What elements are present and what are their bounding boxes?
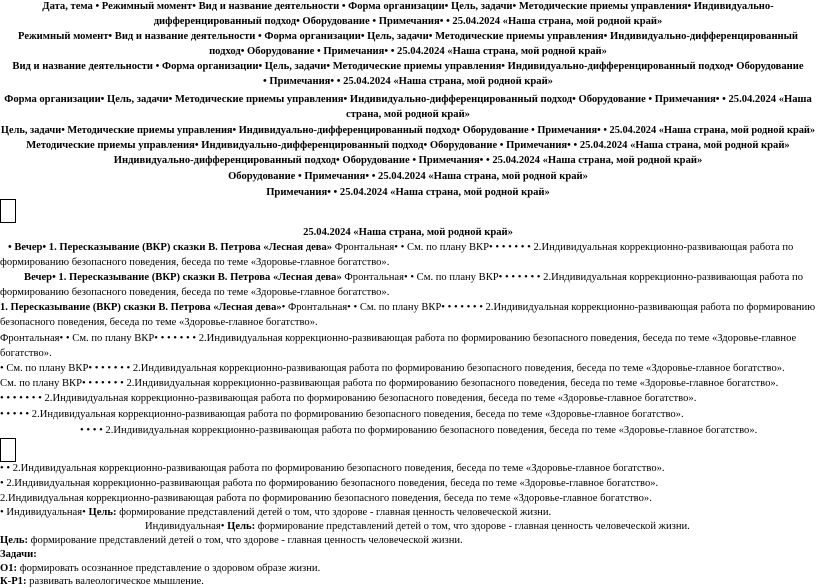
task-o1-label: О1:: [0, 563, 18, 574]
header-line-6: • Примечания• • 25.04.2024 «Наша страна, мой родной край»: [263, 76, 553, 87]
empty-table-cell: [0, 199, 16, 223]
header-line-13: Примечания• • 25.04.2024 «Наша страна, мой родной край»: [266, 187, 550, 198]
plan-line-1: • См. по плану ВКР• • • • • • • 2.Индивидуальная коррекционно-развивающая работа по формированию безопасного поведения, беседа по теме «Здоровье-главное богатство».: [0, 363, 785, 374]
plan-line-6: • • 2.Индивидуальная коррекционно-развивающая работа по формированию безопасного поведения, беседа по теме «Здоровье-главное богатство».: [0, 463, 665, 474]
goal-2-text: формирование представлений детей о том, что здорове - главная ценность человеческой жизни.: [255, 521, 690, 532]
task-kr1-label: К-Р1:: [0, 576, 27, 587]
tasks-heading: Задачи:: [0, 549, 37, 560]
goal-1-text: формирование представлений детей о том, что здорове - главная ценность человеческой жизни.: [116, 507, 552, 518]
header-line-11: Индивидуально-дифференцированный подход• Оборудование • Примечания• • 25.04.2024 «Наша страна, мой родной край»: [113, 155, 703, 166]
header-line-12: Оборудование • Примечания• • 25.04.2024 «Наша страна, мой родной край»: [228, 171, 588, 182]
goal-2-label: Цель:: [227, 521, 256, 532]
header-line-4: подход• Оборудование • Примечания• • 25.04.2024 «Наша страна, мой родной край»: [209, 46, 607, 57]
empty-table-cell-2: [0, 438, 16, 462]
header-line-7: Форма организации• Цель, задачи• Методические приемы управления• Индивидуально-дифференцированный подход• Оборудование • Примечания• • 25.04.2024 «Наша: [4, 94, 812, 105]
header-line-5: Вид и название деятельности • Форма организации• Цель, задачи• Методические приемы управления• Индивидуально-дифференцированный подход• Оборудование: [12, 61, 804, 72]
date-title: 25.04.2024 «Наша страна, мой родной край»: [303, 227, 513, 238]
evening-2-cont: формированию безопасного поведения, беседа по теме «Здоровье-главное богатство».: [0, 287, 390, 298]
plan-line-5: • • • • 2.Индивидуальная коррекционно-развивающая работа по формированию безопасного поведения, беседа по теме «Здоровье-главное богатство».: [80, 425, 758, 436]
retell-rest: • Фронтальная• • См. по плану ВКР• • • • • • • 2.Индивидуальная коррекционно-развивающая работа по формированию: [281, 302, 816, 313]
header-line-2: дифференцированный подход• Оборудование • Примечания• • 25.04.2024 «Наша страна, мой родной край»: [153, 16, 663, 27]
plan-line-3: • • • • • • • 2.Индивидуальная коррекционно-развивающая работа по формированию безопасного поведения, беседа по теме «Здоровье-главное богатство».: [0, 393, 697, 404]
task-o1: [0, 562, 320, 575]
frontal-cont: богатство».: [0, 348, 52, 359]
goal-1-label: Цель:: [88, 507, 117, 518]
plan-line-8: 2.Индивидуальная коррекционно-развивающая работа по формированию безопасного поведения, беседа по теме «Здоровье-главное богатство».: [0, 493, 652, 504]
retell-title: 1. Пересказывание (ВКР) сказки В. Петрова «Лесная дева»: [0, 302, 282, 313]
retell-cont: безопасного поведения, беседа по теме «Здоровье-главное богатство».: [0, 317, 318, 328]
task-o1-text: формировать осознанное представление о здоровом образе жизни.: [17, 563, 321, 574]
plan-line-7: • 2.Индивидуальная коррекционно-развивающая работа по формированию безопасного поведения, беседа по теме «Здоровье-главное богатство».: [0, 478, 659, 489]
header-line-1: Дата, тема • Режимный момент• Вид и название деятельности • Форма организации• Цель, задачи• Методические приемы управления• Индивидуально-: [42, 1, 774, 12]
goal-1-pre: • Индивидуальная•: [0, 507, 89, 518]
evening-1-title: • Вечер• 1. Пересказывание (ВКР) сказки В. Петрова «Лесная дева»: [8, 242, 333, 253]
header-line-3: Режимный момент• Вид и название деятельности • Форма организации• Цель, задачи• Методические приемы управления• Индивидуально-дифференцированный: [18, 31, 798, 42]
plan-line-4: • • • • • 2.Индивидуальная коррекционно-развивающая работа по формированию безопасного поведения, беседа по теме «Здоровье-главное богатство».: [0, 409, 684, 420]
goal-line-2: [145, 520, 690, 533]
goal-line-1: [0, 506, 551, 519]
evening-2-line: [24, 271, 803, 284]
evening-2-rest: Фронтальная• • См. по плану ВКР• • • • • • • 2.Индивидуальная коррекционно-развивающая работа по: [341, 272, 803, 283]
task-kr1-text: развивать валеологическое мышление.: [26, 576, 204, 587]
goal-2-pre: Индивидуальная•: [145, 521, 228, 532]
header-line-8: страна, мой родной край»: [346, 109, 470, 120]
evening-1-line: [8, 241, 793, 254]
evening-1-rest: Фронтальная• • См. по плану ВКР• • • • • • • 2.Индивидуальная коррекционно-развивающая работа по: [332, 242, 794, 253]
task-kr1: [0, 575, 204, 588]
goal-3-text: формирование представлений детей о том, что здорове - главная ценность человеческой жизни.: [28, 535, 463, 546]
evening-2-title: Вечер• 1. Пересказывание (ВКР) сказки В. Петрова «Лесная дева»: [24, 272, 342, 283]
goal-3-label: Цель:: [0, 535, 29, 546]
plan-line-2: См. по плану ВКР• • • • • • • 2.Индивидуальная коррекционно-развивающая работа по формированию безопасного поведения, беседа по теме «Здоровье-главное богатство».: [0, 378, 779, 389]
retell-line: [0, 301, 815, 314]
goal-line-3: [0, 534, 463, 547]
header-line-10: Методические приемы управления• Индивидуально-дифференцированный подход• Оборудование • Примечания• • 25.04.2024 «Наша страна, мой родной край»: [26, 140, 790, 151]
evening-1-cont: формированию безопасного поведения, беседа по теме «Здоровье-главное богатство».: [0, 257, 390, 268]
frontal-line: Фронтальная• • См. по плану ВКР• • • • • • • 2.Индивидуальная коррекционно-развивающая работа по формированию безопасного поведения, беседа по теме «Здоровье-главное: [0, 333, 797, 344]
header-line-9: Цель, задачи• Методические приемы управления• Индивидуально-дифференцированный подход• Оборудование • Примечания• • 25.04.2024 «Наша страна, мой родной край»: [0, 125, 816, 136]
